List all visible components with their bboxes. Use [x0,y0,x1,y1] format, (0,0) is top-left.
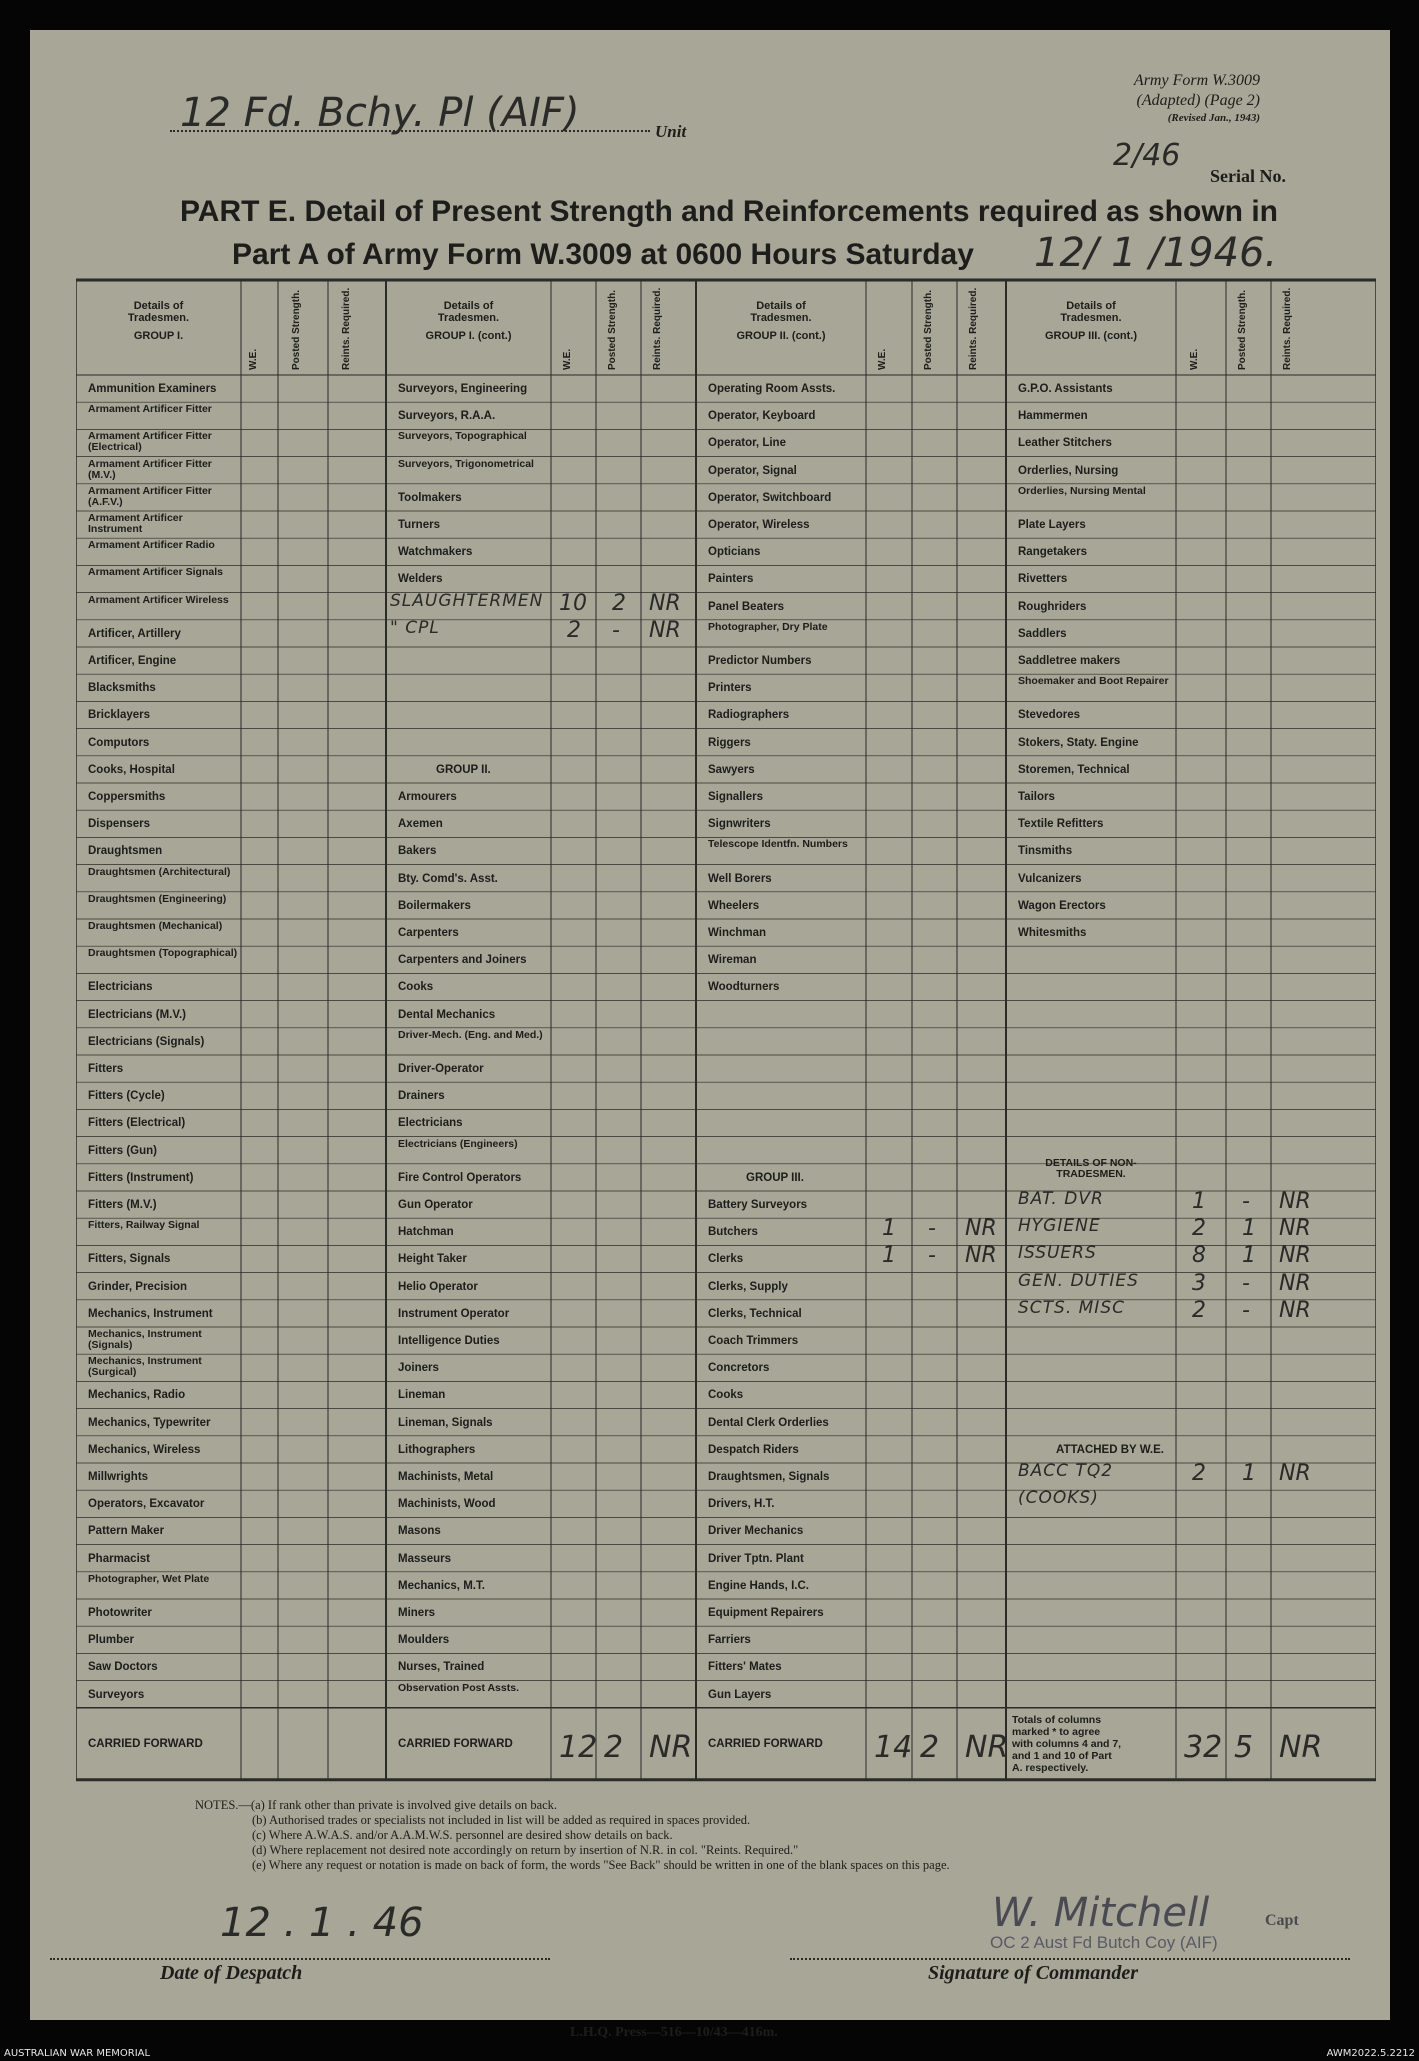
row-label: Masseurs [398,1552,452,1565]
notes [195,1798,950,1873]
row-label: Wagon Erectors [1018,899,1106,912]
row-label: Butchers [708,1226,758,1239]
row-label: Textile Refitters [1018,818,1104,831]
handwritten-value-we: 2 [567,617,581,643]
row-label: Surveyors [88,1688,145,1701]
row-label: Woodturners [708,981,780,994]
row-label: Drivers, H.T. [708,1498,775,1511]
row-label: Concretors [708,1362,770,1375]
row-label: Draughtsmen (Topographical) [88,947,238,960]
row-label: Dental Clerk Orderlies [708,1416,829,1429]
handwritten-value-reinf: NR [1279,1216,1311,1242]
row-label: Computors [88,736,150,749]
row-label: Instrument Operator [398,1307,510,1320]
row-label: Boilermakers [398,899,471,912]
header-line: Details of [133,300,184,312]
row-label: Equipment Repairers [708,1607,824,1619]
handwritten-value-posted: - [1242,1189,1250,1214]
row-label: Electricians (M.V.) [88,1008,187,1021]
signature-line [790,1958,1350,1960]
handwritten-value-posted: 1 [1242,1216,1256,1242]
row-label: GROUP II. [436,763,491,776]
row-label: Cooks, Hospital [88,763,175,776]
row-label: Armament Artificer Fitter [88,403,212,416]
row-label: Coppersmiths [88,791,166,803]
row-label: Machinists, Metal [398,1471,494,1483]
handwritten-value-we: 1 [882,1216,896,1242]
row-label: Carpenters [398,927,459,939]
carried-forward-reinf: NR [649,1729,693,1765]
row-label: Tailors [1018,791,1055,803]
subheader-reints: Reints. Required. [967,287,979,370]
row-label: Tinsmiths [1018,845,1073,858]
handwritten-value-we: 1 [882,1243,896,1269]
row-label: Carpenters and Joiners [398,954,527,967]
unit-label: Unit [655,122,687,141]
row-label: Predictor Numbers [708,655,812,667]
handwritten-value-posted: 2 [612,590,626,616]
header-line: Details of [443,300,494,312]
subheader-posted: Posted Strength. [291,289,302,370]
row-label: Blacksmiths [88,682,156,695]
row-label: Driver Mechanics [708,1525,804,1538]
row-label: Despatch Riders [708,1443,799,1456]
row-label: Machinists, Wood [398,1498,496,1511]
row-label: Dispensers [88,818,151,831]
unit-handwritten: 12 Fd. Bchy. Pl (AIF) [180,90,580,136]
totals-note [1012,1714,1121,1774]
column-header-3 [696,300,866,342]
header-line: GROUP II. (cont.) [736,330,826,342]
row-label: Operating Room Assts. [708,383,836,395]
row-label: Armament Artificer Fitter (Electrical) [88,430,212,454]
header-line: Tradesmen. [1060,312,1122,324]
row-label: Fire Control Operators [398,1171,522,1184]
totals-note-line: with columns 4 and 7, [1012,1737,1122,1750]
row-label: Roughriders [1018,600,1087,613]
row-label: Mechanics, Instrument [88,1307,213,1320]
row-label: DETAILS OF NON-TRADESMEN. [1045,1156,1137,1180]
subheader-reints: Reints. Required. [651,287,663,370]
totals-note-line: marked * to agree [1012,1725,1101,1738]
row-label: Mechanics, Instrument (Signals) [88,1328,202,1351]
handwritten-value-reinf: NR [965,1243,997,1269]
row-label: Surveyors, Engineering [398,383,528,395]
row-label: Sawyers [708,763,755,776]
subheader-posted: Posted Strength. [606,289,618,370]
handwritten-value-posted: 1 [1242,1461,1256,1486]
row-label: Vulcanizers [1018,872,1082,885]
row-label: Masons [398,1525,441,1538]
row-label: Surveyors, R.A.A. [398,410,496,423]
row-label: Lineman [398,1389,446,1402]
row-label: Driver-Mech. (Eng. and Med.) [398,1028,543,1041]
header-line: Details of [756,300,806,312]
row-label: Surveyors, Topographical [398,430,527,443]
row-label: Armament Artificer Signals [88,566,223,579]
row-label: Armament Artificer Wireless [88,593,229,606]
handwritten-trade: SLAUGHTERMEN [390,590,544,611]
title-line-2: Part A of Army Form W.3009 at 0600 Hours Saturday [232,238,974,271]
row-label: G.P.O. Assistants [1018,383,1113,395]
row-label: GROUP III. [746,1171,804,1184]
row-label: Armament Artificer Instrument [88,512,183,535]
row-label: Signallers [708,791,763,803]
header-line: Tradesmen. [127,312,190,324]
row-label: Engine Hands, I.C. [708,1579,809,1592]
subheader-posted: Posted Strength. [922,289,934,370]
column-header-2 [386,300,551,342]
header-line: Details of [1066,300,1116,312]
row-label: Armament Artificer Fitter (A.F.V.) [88,484,212,508]
row-label: Armament Artificer Fitter (M.V.) [88,457,212,481]
header-line: Tradesmen. [750,312,812,324]
handwritten-value-reinf: NR [1279,1270,1311,1296]
row-label: Photographer, Dry Plate [708,620,828,633]
row-label: Ammunition Examiners [88,383,217,395]
row-label: Miners [398,1607,436,1619]
commander-signature: W. Mitchell [992,1890,1210,1936]
row-label: Pattern Maker [88,1525,165,1538]
row-label: Fitters [88,1063,124,1075]
row-label: Electricians (Signals) [88,1035,205,1048]
row-label: Operator, Signal [708,464,797,477]
row-label: Moulders [398,1634,450,1647]
row-label: Draughtsmen (Engineering) [88,892,227,905]
form-ref-3: (Revised Jan., 1943) [1167,112,1260,124]
handwritten-value-we: 2 [1192,1297,1206,1323]
handwritten-trade: BACC TQ2 [1018,1461,1114,1481]
handwritten-value-posted: - [928,1216,936,1242]
carried-forward-posted: 5 [1234,1729,1254,1765]
row-label: Bakers [398,845,437,858]
totals-note-line: and 1 and 10 of Part [1012,1749,1112,1762]
row-label: Riggers [708,736,751,749]
row-label: Nurses, Trained [398,1661,485,1674]
row-label: Drainers [398,1090,445,1103]
row-label: Orderlies, Nursing [1018,464,1119,477]
handwritten-trade: SCTS. MISC [1018,1297,1125,1318]
row-label: Fitters, Signals [88,1253,171,1266]
row-label: Orderlies, Nursing Mental [1018,484,1146,497]
row-label: Clerks [708,1253,744,1266]
subheader-we: W.E. [561,348,573,370]
totals-note-line: A. respectively. [1012,1761,1089,1774]
title-line-1: PART E. Detail of Present Strength and Reinforcements required as shown in [180,195,1278,228]
row-label: Lithographers [398,1443,476,1456]
row-label: Fitters (Instrument) [88,1171,194,1184]
handwritten-value-posted: - [612,617,620,643]
row-label: Turners [398,519,440,531]
row-label: Radiographers [708,709,790,722]
row-label: Leather Stitchers [1018,437,1112,450]
handwritten-value-reinf: NR [965,1216,997,1242]
row-label: Coach Trimmers [708,1335,799,1347]
handwritten-value-posted: - [928,1243,936,1269]
row-label: Photographer, Wet Plate [88,1572,210,1585]
row-label: Saddletree makers [1018,655,1121,667]
row-label: Height Taker [398,1253,467,1266]
row-label: Bty. Comd's. Asst. [398,872,498,885]
subheader-reints: Reints. Required. [341,287,352,370]
row-label: Helio Operator [398,1280,478,1293]
row-label: Wireman [708,954,757,967]
row-label: Electricians [398,1117,463,1130]
row-label: Hammermen [1018,410,1088,423]
row-label: Mechanics, Radio [88,1389,186,1402]
carried-forward-reinf: NR [1279,1729,1323,1765]
row-label: Draughtsmen, Signals [708,1471,830,1483]
handwritten-value-we: 3 [1192,1270,1206,1296]
row-label: Stokers, Staty. Engine [1018,736,1139,749]
handwritten-value-posted: 1 [1242,1243,1256,1269]
row-label: Photowriter [88,1607,152,1619]
row-label: Draughtsmen (Architectural) [88,865,231,878]
handwritten-value-reinf: NR [649,590,681,616]
row-label: Draughtsmen [88,845,163,858]
row-label: Dental Mechanics [398,1008,496,1021]
row-label: Fitters, Railway Signal [88,1219,200,1232]
row-label: Saw Doctors [88,1661,158,1674]
row-label: Draughtsmen (Mechanical) [88,920,223,932]
despatch-label: Date of Despatch [160,1962,303,1984]
header-line: GROUP I. (cont.) [425,330,512,342]
row-label: Farriers [708,1634,751,1647]
row-label: Mechanics, Typewriter [88,1416,211,1429]
row-label: Watchmakers [398,546,473,559]
row-label: Wheelers [708,899,760,912]
row-label: Storemen, Technical [1018,763,1130,776]
carried-forward-we: 14 [874,1729,913,1765]
row-label: Armament Artificer Radio [88,539,215,552]
row-label: Cooks [708,1389,744,1402]
row-label: Opticians [708,546,761,559]
row-label: Lineman, Signals [398,1416,493,1429]
carried-forward-posted: 2 [920,1729,940,1765]
row-label: Cooks [398,981,434,994]
handwritten-value-posted: - [1242,1297,1250,1323]
row-label: Battery Surveyors [708,1199,808,1211]
handwritten-trade: GEN. DUTIES [1018,1270,1139,1291]
row-label: Operators, Excavator [88,1498,205,1511]
subheader-we: W.E. [247,348,259,370]
subheader-reints: Reints. Required. [1281,287,1293,370]
row-label: Plate Layers [1018,519,1086,531]
rank-stamp: Capt [1265,1912,1299,1929]
commander-label: Signature of Commander [928,1962,1139,1984]
row-label: Gun Layers [708,1688,772,1701]
row-label: Rangetakers [1018,546,1088,559]
row-label: Fitters (Gun) [88,1144,157,1157]
row-label: Axemen [398,818,443,831]
handwritten-value-reinf: NR [1279,1189,1311,1214]
row-label: Driver Tptn. Plant [708,1552,804,1565]
row-label: Operator, Switchboard [708,491,832,504]
handwritten-trade: ISSUERS [1018,1243,1097,1264]
note-b: (b) Authorised trades or specialists not included in list will be added as required in spaces provided. [252,1813,751,1827]
form-page [30,30,1390,2040]
strength-table [76,255,1376,1810]
row-label: Artificer, Engine [88,655,177,667]
row-label: Intelligence Duties [398,1335,500,1347]
handwritten-trade: HYGIENE [1018,1216,1101,1237]
row-label: Whitesmiths [1018,927,1087,939]
row-label: Armourers [398,791,457,803]
table-grid [76,255,1376,1805]
row-label: Painters [708,573,754,586]
serial-label: Serial No. [1210,166,1286,186]
row-label: Fitters (Cycle) [88,1090,165,1103]
row-label: Plumber [88,1634,135,1647]
note-d: (d) Where replacement not desired note accordingly on return by insertion of N.R. in col. "Reints. Required." [252,1843,799,1857]
header-line: GROUP I. [133,330,184,342]
archive-credit: AUSTRALIAN WAR MEMORIAL [4,2048,151,2059]
row-label: Fitters (M.V.) [88,1199,157,1211]
handwritten-value-posted: - [1242,1270,1250,1296]
subheader-posted: Posted Strength. [1236,289,1248,370]
serial-handwritten: 2/46 [1113,138,1181,173]
carried-forward-posted: 2 [604,1729,624,1765]
handwritten-value-we: 2 [1192,1461,1206,1486]
row-label: Toolmakers [398,491,462,504]
row-label: Electricians (Engineers) [398,1137,518,1150]
despatch-line [50,1958,550,1960]
row-label: Surveyors, Trigonometrical [398,457,534,470]
handwritten-value-we: 8 [1192,1243,1206,1269]
row-label: ATTACHED BY W.E. [1056,1443,1164,1456]
row-label: Saddlers [1018,627,1067,640]
form-ref-2: (Adapted) (Page 2) [1136,92,1260,109]
handwritten-trade: BAT. DVR [1018,1189,1104,1209]
row-label: Stevedores [1018,709,1081,722]
note-a: NOTES.—(a) If rank other than private is involved give details on back. [195,1798,558,1812]
date-handwritten: 12/ 1 /1946. [1034,230,1278,276]
row-label: Shoemaker and Boot Repairer [1018,675,1169,688]
row-label: Operator, Wireless [708,519,810,531]
row-label: Signwriters [708,818,771,831]
row-label: Panel Beaters [708,600,785,613]
carried-forward-label: CARRIED FORWARD [398,1737,513,1750]
handwritten-value-reinf: NR [1279,1297,1311,1323]
note-c: (c) Where A.W.A.S. and/or A.A.M.W.S. personnel are desired show details on back. [252,1828,673,1842]
header-line: GROUP III. (cont.) [1044,330,1138,342]
handwritten-trade: " CPL [390,617,440,638]
subheader-we: W.E. [877,348,888,370]
row-label: Artificer, Artillery [88,627,181,640]
handwritten-value-reinf: NR [1279,1461,1311,1486]
row-label: Clerks, Technical [708,1307,802,1320]
carried-forward-label: CARRIED FORWARD [708,1737,823,1750]
row-label: Telescope Identfn. Numbers [708,838,848,851]
row-label: Millwrights [88,1471,149,1483]
press-mark: L.H.Q. Press—516—10/43—416m. [570,2025,778,2040]
row-label: Fitters' Mates [708,1661,782,1674]
row-label: Operator, Keyboard [708,410,816,423]
carried-forward-reinf: NR [965,1729,1009,1765]
row-label: Mechanics, Instrument (Surgical) [88,1355,202,1379]
row-label: Rivetters [1018,573,1068,586]
row-label: Hatchman [398,1226,454,1239]
column-header-4 [1006,300,1176,342]
row-label: Fitters (Electrical) [88,1117,186,1130]
header-line: Tradesmen. [437,312,500,324]
note-e: (e) Where any request or notation is made on back of form, the words "See Back" should be written in one of the blank spaces on this page. [252,1858,950,1872]
totals-note-line: Totals of columns [1012,1713,1102,1726]
despatch-date-handwritten: 12 . 1 . 46 [220,1900,424,1946]
handwritten-value-reinf: NR [649,617,681,643]
carried-forward-we: 32 [1184,1729,1223,1765]
handwritten-value-we: 1 [1192,1189,1206,1214]
carried-forward-we: 12 [559,1729,598,1765]
row-label: Operator, Line [708,437,786,450]
carried-forward-label: CARRIED FORWARD [88,1737,203,1750]
row-label: Well Borers [708,872,772,885]
row-label: Winchman [708,927,767,939]
row-label: Clerks, Supply [708,1280,788,1293]
subheader-we: W.E. [1189,348,1200,370]
handwritten-value-we: 2 [1192,1216,1206,1242]
handwritten-value-we: 10 [559,590,587,616]
row-label: Welders [398,573,443,586]
row-label: Grinder, Precision [88,1280,188,1293]
row-label: Mechanics, M.T. [398,1579,485,1592]
form-ref-1: Army Form W.3009 [1133,72,1260,89]
column-header-1 [76,300,241,342]
row-label: Gun Operator [398,1199,473,1211]
row-label: Driver-Operator [398,1063,484,1075]
row-label: Mechanics, Wireless [88,1443,201,1456]
row-label: Pharmacist [88,1552,151,1565]
unit-stamp: OC 2 Aust Fd Butch Coy (AIF) [990,1933,1218,1952]
row-label: Observation Post Assts. [398,1681,519,1694]
row-label: Electricians [88,981,153,994]
archive-id: AWM2022.5.2212 [1326,2048,1415,2059]
row-label: Bricklayers [88,709,151,722]
handwritten-value-reinf: NR [1279,1243,1311,1269]
row-label: Printers [708,682,752,695]
handwritten-trade: (COOKS) [1018,1488,1099,1509]
row-label: Joiners [398,1362,439,1375]
